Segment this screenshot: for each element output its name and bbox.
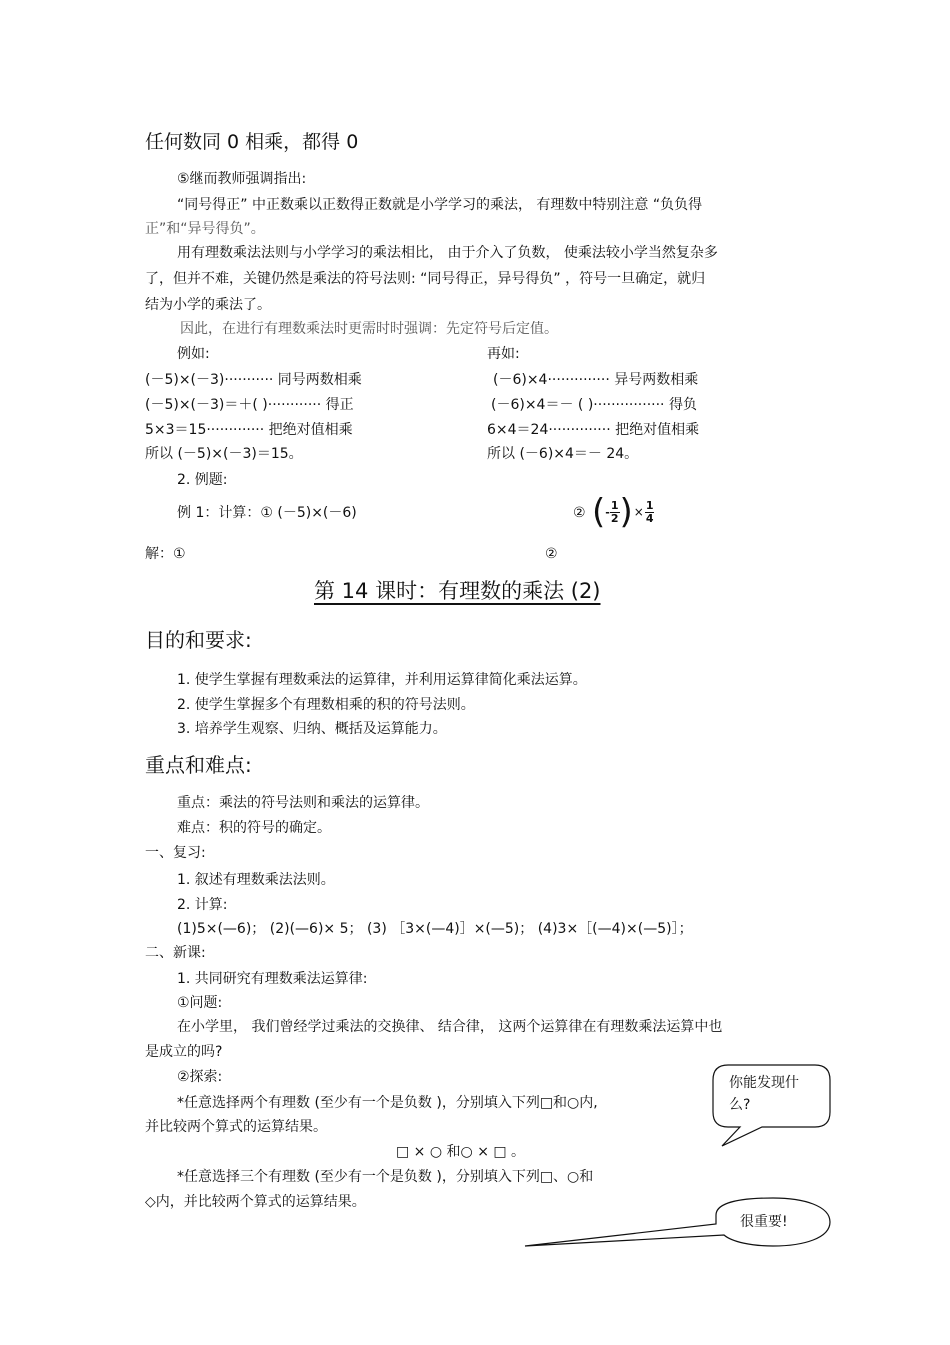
point-5: ⑤继而教师强调指出:: [177, 171, 307, 187]
example-right-heading: 再如:: [487, 346, 520, 362]
discover-bubble-text: 你能发现什么?: [729, 1075, 799, 1113]
example-left-line: (－5)×(－3)＝＋( )············ 得正: [145, 397, 354, 413]
example-right-line: 所以 (－6)×4＝－ 24。: [487, 446, 639, 462]
paragraph-1-line-1: “同号得正” 中正数乘以正数得正数就是小学学习的乘法， 有理数中特别注意 “负负得: [177, 197, 703, 213]
lesson-title: 第 14 课时：有理数的乘法 (2): [314, 579, 601, 603]
difficulty-point: 难点：积的符号的确定。: [177, 820, 331, 836]
key-point: 重点：乘法的符号法则和乘法的运算律。: [177, 795, 429, 811]
example-left-line: 5×3＝15············· 把绝对值相乘: [145, 422, 353, 438]
paragraph-3: 因此，在进行有理数乘法时更需时时强调：先定符号后定值。: [180, 321, 558, 337]
key-heading: 重点和难点:: [145, 753, 252, 777]
explore-2-line-1: *任意选择三个有理数 (至少有一个是负数 )，分别填入下列□、○和: [177, 1169, 594, 1185]
important-bubble-text: 很重要!: [740, 1214, 788, 1230]
goal-item: 3. 培养学生观察、归纳、概括及运算能力。: [177, 721, 447, 737]
section-heading-zero: 任何数同 0 相乘，都得 0: [145, 131, 359, 153]
example-2-mark: ②: [573, 505, 586, 521]
explore-1-line-2: 并比较两个算式的运算结果。: [145, 1119, 327, 1135]
review-calculations: (1)5×(—6)； (2)(—6)× 5； (3) ［3×(—4)］×(—5)； (4)3×［(—4)×(—5)］；: [177, 921, 693, 937]
explore-1-line-1: *任意选择两个有理数 (至少有一个是负数 )，分别填入下列□和○内,: [177, 1095, 598, 1111]
fraction-numerator: 1: [610, 498, 619, 512]
new-lesson-heading: 二、新课:: [145, 945, 206, 961]
question-line-1: 在小学里， 我们曾经学过乘法的交换律、 结合律， 这两个运算律在有理数乘法运算中也: [177, 1019, 723, 1035]
example-left-heading: 例如:: [177, 346, 210, 362]
example-left-line: (－5)×(－3)··········· 同号两数相乘: [145, 372, 362, 388]
example-right-line: (－6)×4＝－ ( )················ 得负: [491, 397, 697, 413]
paragraph-2-line-2: 了，但并不难，关键仍然是乘法的符号法则: “同号得正，异号得负” ，符号一旦确定，就归: [145, 271, 706, 287]
paragraph-2-line-3: 结为小学的乘法了。: [145, 297, 271, 313]
commutative-formula: □ × ○ 和○ × □ 。: [396, 1144, 526, 1160]
goal-item: 1. 使学生掌握有理数乘法的运算律，并利用运算律简化乘法运算。: [177, 672, 587, 688]
right-paren: ): [619, 492, 633, 532]
example-problems-label: 2. 例题:: [177, 472, 228, 488]
fraction-denominator: 2: [610, 511, 619, 525]
fraction-sign: -: [605, 505, 610, 519]
solution-1: 解：①: [145, 546, 186, 562]
solution-2: ②: [545, 546, 558, 562]
fraction-numerator: 1: [645, 498, 654, 512]
goal-item: 2. 使学生掌握多个有理数相乘的积的符号法则。: [177, 697, 475, 713]
fraction-denominator: 4: [645, 511, 654, 525]
review-item-1: 1. 叙述有理数乘法法则。: [177, 872, 335, 888]
times-sign: ×: [633, 505, 644, 519]
example-right-line: 6×4＝24·············· 把绝对值相乘: [487, 422, 700, 438]
review-item-2: 2. 计算:: [177, 897, 228, 913]
explore-2-line-2: ◇内，并比较两个算式的运算结果。: [145, 1194, 366, 1210]
example-right-line: (－6)×4·············· 异号两数相乘: [493, 372, 699, 388]
example-left-line: 所以 (－5)×(－3)＝15。: [145, 446, 303, 462]
paragraph-2-line-1: 用有理数乘法法则与小学学习的乘法相比， 由于介入了负数， 使乘法较小学当然复杂多: [177, 245, 718, 261]
example-1: 例 1：计算：① (－5)×(－6): [177, 505, 357, 521]
left-paren: (: [592, 492, 606, 532]
question-label: ①问题:: [177, 995, 223, 1011]
goals-heading: 目的和要求:: [145, 628, 252, 652]
question-line-2: 是成立的吗?: [145, 1044, 223, 1060]
review-heading: 一、复习:: [145, 845, 206, 861]
explore-label: ②探索:: [177, 1069, 223, 1085]
new-lesson-item-1: 1. 共同研究有理数乘法运算律:: [177, 971, 368, 987]
paragraph-1-line-2: 正”和“异号得负”。: [145, 221, 265, 237]
